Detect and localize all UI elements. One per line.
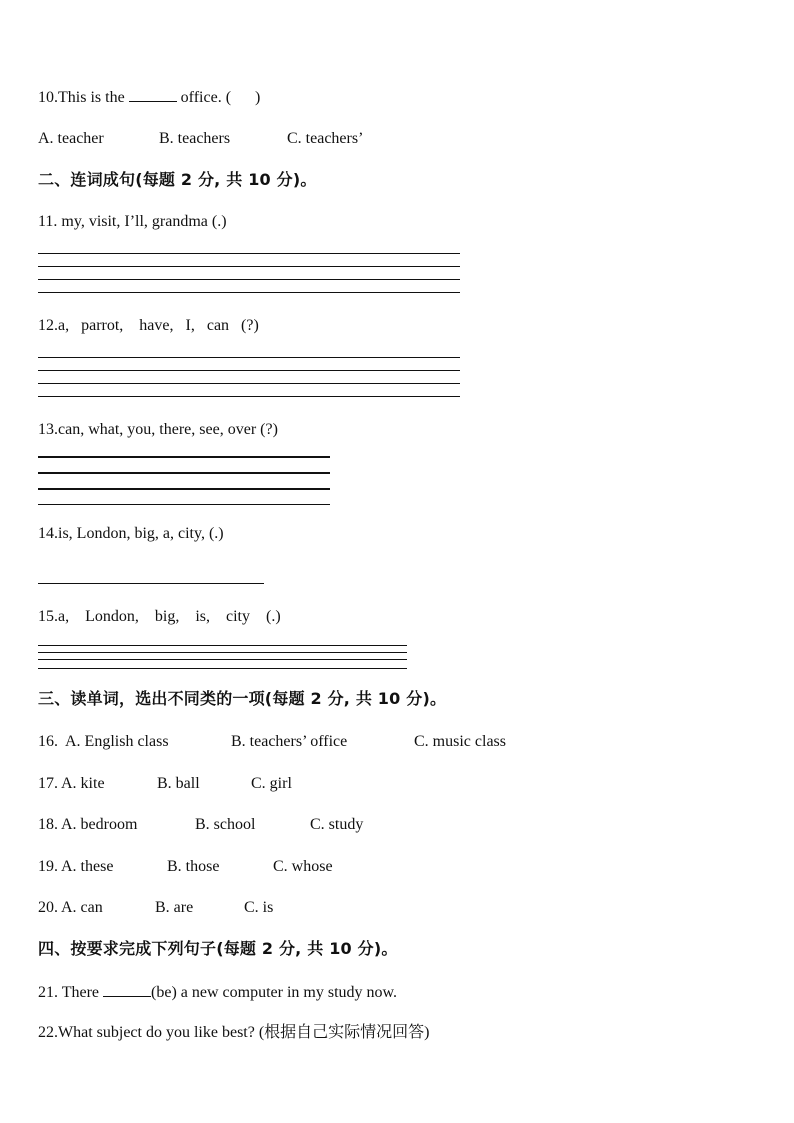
option-c[interactable]: C. teachers’	[287, 130, 364, 147]
section-4-heading: 四、按要求完成下列句子(每题 2 分, 共 10 分)。	[38, 939, 398, 958]
answer-line[interactable]	[38, 668, 407, 669]
question-text-post: office. ( )	[176, 89, 261, 106]
option-b[interactable]: B. teachers	[159, 130, 231, 147]
answer-line[interactable]	[38, 645, 407, 646]
answer-line[interactable]	[38, 488, 330, 490]
question-text-pre: This is the	[58, 89, 129, 106]
question-10	[38, 87, 260, 108]
answer-line[interactable]	[38, 504, 330, 505]
answer-line[interactable]	[38, 266, 460, 267]
answer-line[interactable]	[38, 292, 460, 293]
question-12: 12.a, parrot, have, I, can (?)	[38, 317, 259, 334]
question-19-number: 19.	[38, 858, 58, 875]
option-c[interactable]: C. study	[310, 816, 364, 833]
question-14: 14.is, London, big, a, city, (.)	[38, 525, 224, 542]
answer-line[interactable]	[38, 652, 407, 653]
question-20-number: 20.	[38, 899, 58, 916]
option-c[interactable]: C. girl	[251, 775, 292, 792]
option-b[interactable]: B. ball	[157, 775, 200, 792]
answer-line[interactable]	[38, 583, 264, 584]
option-a[interactable]: A. bedroom	[61, 816, 138, 833]
section-3-heading: 三、读单词，选出不同类的一项(每题 2 分, 共 10 分)。	[38, 689, 447, 708]
question-22: 22.What subject do you like best? (根据自己实际情况回答)	[38, 1024, 430, 1041]
answer-blank[interactable]	[103, 982, 151, 997]
answer-line[interactable]	[38, 357, 460, 358]
answer-line[interactable]	[38, 472, 330, 474]
question-17-number: 17.	[38, 775, 58, 792]
question-18-number: 18.	[38, 816, 58, 833]
question-text-post: (be) a new computer in my study now.	[151, 984, 398, 1001]
question-number: 10.	[38, 89, 58, 106]
question-11: 11. my, visit, I’ll, grandma (.)	[38, 213, 227, 230]
option-b[interactable]: B. school	[195, 816, 256, 833]
option-c[interactable]: C. is	[244, 899, 274, 916]
option-a[interactable]: A. English class	[65, 733, 169, 750]
question-15: 15.a, London, big, is, city (.)	[38, 608, 281, 625]
answer-blank[interactable]	[129, 87, 177, 102]
answer-line[interactable]	[38, 253, 460, 254]
option-a[interactable]: A. teacher	[38, 130, 104, 147]
option-b[interactable]: B. those	[167, 858, 220, 875]
question-text-pre: 21. There	[38, 984, 104, 1001]
option-a[interactable]: A. these	[61, 858, 114, 875]
option-c[interactable]: C. whose	[273, 858, 333, 875]
answer-line[interactable]	[38, 370, 460, 371]
answer-line[interactable]	[38, 659, 407, 660]
option-b[interactable]: B. are	[155, 899, 194, 916]
option-a[interactable]: A. can	[61, 899, 103, 916]
question-16-number: 16.	[38, 733, 62, 750]
answer-line[interactable]	[38, 279, 460, 280]
answer-line[interactable]	[38, 396, 460, 397]
option-b[interactable]: B. teachers’ office	[231, 733, 348, 750]
option-c[interactable]: C. music class	[414, 733, 506, 750]
question-13: 13.can, what, you, there, see, over (?)	[38, 421, 278, 438]
answer-line[interactable]	[38, 383, 460, 384]
answer-line[interactable]	[38, 456, 330, 458]
option-a[interactable]: A. kite	[61, 775, 105, 792]
question-21	[38, 982, 397, 1003]
section-2-heading: 二、连词成句(每题 2 分, 共 10 分)。	[38, 170, 317, 189]
